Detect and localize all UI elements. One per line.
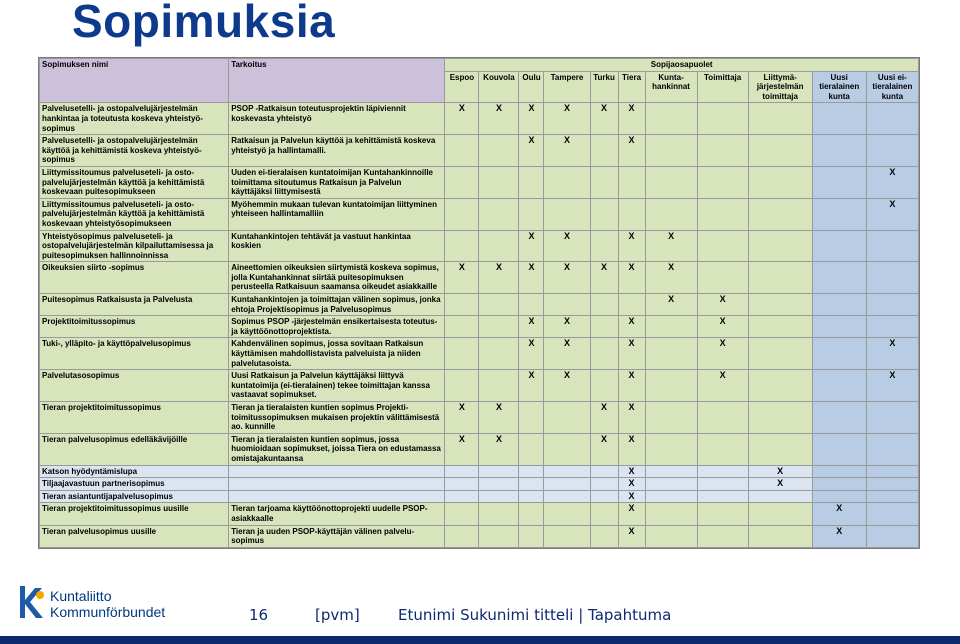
party-mark <box>749 370 812 401</box>
party-mark <box>646 199 697 230</box>
party-mark <box>867 478 918 490</box>
party-mark: X <box>619 526 645 547</box>
party-mark <box>591 199 618 230</box>
party-mark <box>813 402 866 433</box>
party-mark <box>544 294 589 315</box>
logo-line-2: Kommunförbundet <box>50 604 166 620</box>
party-mark <box>867 294 918 315</box>
agreement-purpose: Uuden ei-tieralaisen kuntatoimijan Kuntahankinnoille toimittama sitoutumus Ratkaisun ja Palvelun käyttäjäksi liittymisestä <box>229 167 444 198</box>
party-mark <box>479 135 518 166</box>
party-mark <box>591 294 618 315</box>
table-row <box>40 294 918 315</box>
agreement-name: Tieran asiantuntijapalvelusopimus <box>40 491 228 503</box>
party-mark <box>591 491 618 503</box>
party-mark <box>813 316 866 337</box>
party-mark <box>646 370 697 401</box>
party-header: Liittymä-järjestelmän toimittaja <box>749 72 812 103</box>
party-mark <box>445 316 478 337</box>
party-mark <box>813 294 866 315</box>
party-mark <box>749 294 812 315</box>
party-mark <box>445 167 478 198</box>
party-mark: X <box>749 466 812 478</box>
party-mark <box>445 370 478 401</box>
party-mark <box>479 466 518 478</box>
party-mark <box>698 434 748 465</box>
party-mark <box>813 231 866 262</box>
party-mark <box>519 402 543 433</box>
party-mark <box>445 294 478 315</box>
party-mark <box>698 103 748 134</box>
party-mark <box>591 478 618 490</box>
agreement-purpose: Kahdenvälinen sopimus, jossa sovitaan Ratkaisun käyttämisen mahdollistavista palveluista ja niiden palvelutasoista. <box>229 338 444 369</box>
table-row <box>40 491 918 503</box>
party-mark: X <box>591 402 618 433</box>
party-mark <box>813 262 866 293</box>
party-mark: X <box>544 370 589 401</box>
party-mark <box>445 478 478 490</box>
agreement-purpose <box>229 478 444 490</box>
party-mark <box>591 135 618 166</box>
author-event: Etunimi Sukunimi titteli | Tapahtuma <box>398 606 672 624</box>
party-mark: X <box>445 434 478 465</box>
agreement-name: Tiljaajavastuun partnerisopimus <box>40 478 228 490</box>
agreement-name: Tuki-, ylläpito- ja käyttöpalvelusopimus <box>40 338 228 369</box>
party-mark <box>867 434 918 465</box>
party-mark: X <box>867 370 918 401</box>
party-mark <box>445 338 478 369</box>
party-mark: X <box>519 262 543 293</box>
party-mark: X <box>619 370 645 401</box>
column-header-purpose: Tarkoitus <box>229 59 444 102</box>
party-mark: X <box>479 262 518 293</box>
agreement-purpose: Kuntahankintojen ja toimittajan välinen sopimus, jonka ehtoja Projektisopimus ja Palvelusopimus <box>229 294 444 315</box>
table-row <box>40 466 918 478</box>
party-mark: X <box>867 338 918 369</box>
party-mark <box>813 338 866 369</box>
party-mark <box>867 262 918 293</box>
party-mark <box>749 135 812 166</box>
party-mark: X <box>445 402 478 433</box>
party-mark: X <box>867 199 918 230</box>
party-mark <box>698 466 748 478</box>
party-mark <box>749 338 812 369</box>
party-mark <box>519 466 543 478</box>
party-mark <box>749 103 812 134</box>
party-mark <box>591 370 618 401</box>
party-mark <box>479 199 518 230</box>
party-mark <box>519 434 543 465</box>
agreement-purpose: Kuntahankintojen tehtävät ja vastuut hankintaa koskien <box>229 231 444 262</box>
party-mark <box>619 199 645 230</box>
logo-text <box>50 588 165 620</box>
party-mark: X <box>591 103 618 134</box>
column-group-header-parties: Sopijaosapuolet <box>445 59 918 71</box>
agreement-name: Palvelutasosopimus <box>40 370 228 401</box>
party-mark: X <box>698 338 748 369</box>
party-mark <box>646 402 697 433</box>
table-row <box>40 316 918 337</box>
table-row <box>40 526 918 547</box>
agreement-purpose: Tieran tarjoama käyttöönottoprojekti uudelle PSOP-asiakkaalle <box>229 503 444 524</box>
party-mark: X <box>519 370 543 401</box>
party-mark <box>698 262 748 293</box>
party-mark <box>519 526 543 547</box>
party-mark <box>813 466 866 478</box>
party-header: Tampere <box>544 72 589 103</box>
party-mark <box>591 466 618 478</box>
party-mark <box>646 103 697 134</box>
party-mark <box>519 491 543 503</box>
column-header-name: Sopimuksen nimi <box>40 59 228 102</box>
party-mark: X <box>544 338 589 369</box>
party-mark <box>698 503 748 524</box>
agreement-purpose: Myöhemmin mukaan tulevan kuntatoimijan liittyminen yhteiseen hallintamalliin <box>229 199 444 230</box>
agreement-name: Katson hyödyntämislupa <box>40 466 228 478</box>
table-row <box>40 199 918 230</box>
agreement-purpose: Sopimus PSOP -järjestelmän ensikertaisesta toteutus- ja käyttöönottoprojektista. <box>229 316 444 337</box>
kuntaliitto-logo-icon <box>16 584 46 620</box>
agreement-name: Yhteistyösopimus palveluseteli- ja ostopalvelujärjestelmän kilpailuttamisessa ja puitesopimuksen hallinnoinnissa <box>40 231 228 262</box>
party-mark <box>749 503 812 524</box>
agreement-name: Palvelusetelli- ja ostopalvelujärjestelmän käyttöä ja kehittämistä koskeva yhteistyö-sopimus <box>40 135 228 166</box>
table-row <box>40 370 918 401</box>
party-mark <box>867 103 918 134</box>
party-mark <box>479 526 518 547</box>
party-mark <box>813 103 866 134</box>
party-mark <box>646 338 697 369</box>
party-mark <box>813 478 866 490</box>
party-mark <box>646 135 697 166</box>
party-mark <box>867 316 918 337</box>
date-placeholder: [pvm] <box>315 606 360 624</box>
party-mark <box>698 491 748 503</box>
party-mark: X <box>619 231 645 262</box>
party-header: Uusi ei-tieralainen kunta <box>867 72 918 103</box>
party-mark <box>544 434 589 465</box>
party-mark <box>479 503 518 524</box>
party-mark <box>619 167 645 198</box>
party-mark <box>867 135 918 166</box>
party-mark: X <box>479 434 518 465</box>
party-header: Turku <box>591 72 618 103</box>
party-mark <box>591 338 618 369</box>
party-mark <box>749 231 812 262</box>
party-mark: X <box>619 491 645 503</box>
party-mark <box>544 466 589 478</box>
table-row <box>40 478 918 490</box>
party-mark: X <box>698 370 748 401</box>
party-mark <box>544 167 589 198</box>
party-mark: X <box>519 135 543 166</box>
party-mark <box>591 526 618 547</box>
party-mark <box>646 434 697 465</box>
party-mark <box>867 526 918 547</box>
party-mark: X <box>619 402 645 433</box>
party-mark <box>646 491 697 503</box>
party-mark: X <box>445 103 478 134</box>
party-mark <box>813 434 866 465</box>
party-header: Oulu <box>519 72 543 103</box>
party-mark <box>479 231 518 262</box>
party-mark <box>698 526 748 547</box>
party-mark: X <box>544 103 589 134</box>
party-mark: X <box>646 231 697 262</box>
party-mark <box>519 199 543 230</box>
party-mark: X <box>619 262 645 293</box>
party-mark <box>544 402 589 433</box>
logo-line-1: Kuntaliitto <box>50 588 112 604</box>
party-mark: X <box>591 434 618 465</box>
party-header: Espoo <box>445 72 478 103</box>
party-mark <box>519 167 543 198</box>
agreement-purpose <box>229 491 444 503</box>
party-mark: X <box>544 231 589 262</box>
party-mark <box>479 316 518 337</box>
agreement-purpose: Tieran ja tieralaisten kuntien sopimus Projekti-toimitussopimuksen mukaisen projektin välittämisestä ao. kunnille <box>229 402 444 433</box>
party-mark <box>519 478 543 490</box>
party-mark <box>749 316 812 337</box>
agreement-purpose: PSOP -Ratkaisun toteutusprojektin läpiviennit koskevasta yhteistyö <box>229 103 444 134</box>
agreement-purpose: Uusi Ratkaisun ja Palvelun käyttäjäksi liittyvä kuntatoimija (ei-tieralainen) tekee toimittajan kanssa vastaavat sopimukset. <box>229 370 444 401</box>
party-mark <box>749 199 812 230</box>
table-row <box>40 503 918 524</box>
party-mark: X <box>619 434 645 465</box>
party-mark <box>646 526 697 547</box>
party-mark: X <box>619 103 645 134</box>
party-mark <box>646 503 697 524</box>
party-header: Toimittaja <box>698 72 748 103</box>
party-mark: X <box>591 262 618 293</box>
table-row <box>40 338 918 369</box>
party-mark <box>646 478 697 490</box>
party-mark <box>445 491 478 503</box>
party-mark <box>749 526 812 547</box>
party-mark <box>646 466 697 478</box>
table-body <box>40 103 918 546</box>
party-header: Uusi tieralainen kunta <box>813 72 866 103</box>
party-mark: X <box>445 262 478 293</box>
party-mark: X <box>867 167 918 198</box>
party-mark: X <box>619 466 645 478</box>
page-number: 16 <box>249 606 269 624</box>
party-mark <box>867 231 918 262</box>
party-mark <box>698 402 748 433</box>
party-mark <box>813 167 866 198</box>
party-mark <box>445 503 478 524</box>
agreement-name: Puitesopimus Ratkaisusta ja Palvelusta <box>40 294 228 315</box>
party-header: Kouvola <box>479 72 518 103</box>
table-row <box>40 262 918 293</box>
party-mark: X <box>619 503 645 524</box>
party-mark <box>544 199 589 230</box>
party-mark: X <box>519 103 543 134</box>
table-row <box>40 167 918 198</box>
party-mark <box>445 526 478 547</box>
party-mark <box>813 491 866 503</box>
agreement-name: Tieran palvelusopimus edelläkävijöille <box>40 434 228 465</box>
party-header: Tiera <box>619 72 645 103</box>
party-mark <box>619 294 645 315</box>
party-mark: X <box>619 338 645 369</box>
party-mark: X <box>813 503 866 524</box>
agreement-name: Palvelusetelli- ja ostopalvelujärjestelmän hankintaa ja toteutusta koskeva yhteistyö-sopimus <box>40 103 228 134</box>
party-mark <box>479 167 518 198</box>
party-mark <box>867 402 918 433</box>
table-header-row <box>40 59 918 71</box>
kuntaliitto-logo[interactable] <box>16 582 186 632</box>
agreement-purpose: Tieran ja uuden PSOP-käyttäjän välinen palvelu-sopimus <box>229 526 444 547</box>
table-row <box>40 434 918 465</box>
party-mark <box>749 402 812 433</box>
party-mark <box>591 167 618 198</box>
party-mark: X <box>749 478 812 490</box>
party-header: Kunta-hankinnat <box>646 72 697 103</box>
agreement-name: Liittymissitoumus palveluseteli- ja osto-palvelujärjestelmän käyttöä ja kehittämistä koskevaan puitesopimukseen <box>40 167 228 198</box>
party-mark: X <box>544 135 589 166</box>
table-row <box>40 103 918 134</box>
agreement-name: Tieran projektitoimitussopimus uusille <box>40 503 228 524</box>
party-mark <box>867 491 918 503</box>
table-row <box>40 231 918 262</box>
party-mark: X <box>698 294 748 315</box>
agreement-purpose <box>229 466 444 478</box>
agreement-purpose: Aineettomien oikeuksien siirtymistä koskeva sopimus, jolla Kuntahankinnat siirtää puitesopimuksen perusteella Ratkaisuun saamansa oikeudet asiakkaille <box>229 262 444 293</box>
party-mark: X <box>519 338 543 369</box>
party-mark <box>591 316 618 337</box>
party-mark <box>445 231 478 262</box>
party-mark <box>646 316 697 337</box>
party-mark: X <box>813 526 866 547</box>
party-mark <box>591 503 618 524</box>
party-mark <box>544 526 589 547</box>
table-row <box>40 402 918 433</box>
party-mark <box>698 199 748 230</box>
table-row <box>40 135 918 166</box>
party-mark <box>813 370 866 401</box>
party-mark: X <box>479 103 518 134</box>
party-mark <box>591 231 618 262</box>
party-mark <box>749 434 812 465</box>
agreements-table <box>39 58 919 548</box>
agreement-name: Projektitoimitussopimus <box>40 316 228 337</box>
party-mark: X <box>544 316 589 337</box>
party-mark: X <box>646 262 697 293</box>
party-mark <box>479 491 518 503</box>
agreements-table-container <box>38 57 920 549</box>
party-mark: X <box>619 316 645 337</box>
page-title: Sopimuksia <box>72 0 336 47</box>
party-mark <box>544 503 589 524</box>
party-mark <box>445 466 478 478</box>
party-mark <box>698 135 748 166</box>
agreement-name: Oikeuksien siirto -sopimus <box>40 262 228 293</box>
party-mark: X <box>698 316 748 337</box>
footer <box>0 576 960 644</box>
party-mark: X <box>519 316 543 337</box>
agreement-name: Tieran projektitoimitussopimus <box>40 402 228 433</box>
party-mark <box>867 466 918 478</box>
party-mark <box>479 294 518 315</box>
party-mark: X <box>619 478 645 490</box>
party-mark: X <box>619 135 645 166</box>
party-mark <box>698 231 748 262</box>
party-mark: X <box>646 294 697 315</box>
party-mark <box>479 338 518 369</box>
party-mark <box>749 262 812 293</box>
party-mark <box>698 478 748 490</box>
party-mark <box>519 503 543 524</box>
party-mark: X <box>519 231 543 262</box>
party-mark <box>749 491 812 503</box>
agreement-name: Tieran palvelusopimus uusille <box>40 526 228 547</box>
party-mark <box>544 478 589 490</box>
agreement-purpose: Ratkaisun ja Palvelun käyttöä ja kehittämistä koskeva yhteistyö ja hallintamalli. <box>229 135 444 166</box>
party-mark <box>479 370 518 401</box>
party-mark <box>519 294 543 315</box>
party-mark <box>867 503 918 524</box>
agreement-purpose: Tieran ja tieralaisten kuntien sopimus, jossa huomioidaan sopimukset, joissa Tiera on edustamassa omistajakuntaansa <box>229 434 444 465</box>
party-mark <box>813 199 866 230</box>
footer-bar <box>0 636 960 644</box>
party-mark <box>479 478 518 490</box>
agreement-name: Liittymissitoumus palveluseteli- ja osto-palvelujärjestelmän käyttöä ja kehittämistä koskevaan yhteistyösopimukseen <box>40 199 228 230</box>
party-mark <box>646 167 697 198</box>
party-mark: X <box>544 262 589 293</box>
party-mark <box>544 491 589 503</box>
party-mark <box>445 135 478 166</box>
party-mark <box>698 167 748 198</box>
party-mark <box>445 199 478 230</box>
party-mark <box>749 167 812 198</box>
party-mark: X <box>479 402 518 433</box>
party-mark <box>813 135 866 166</box>
